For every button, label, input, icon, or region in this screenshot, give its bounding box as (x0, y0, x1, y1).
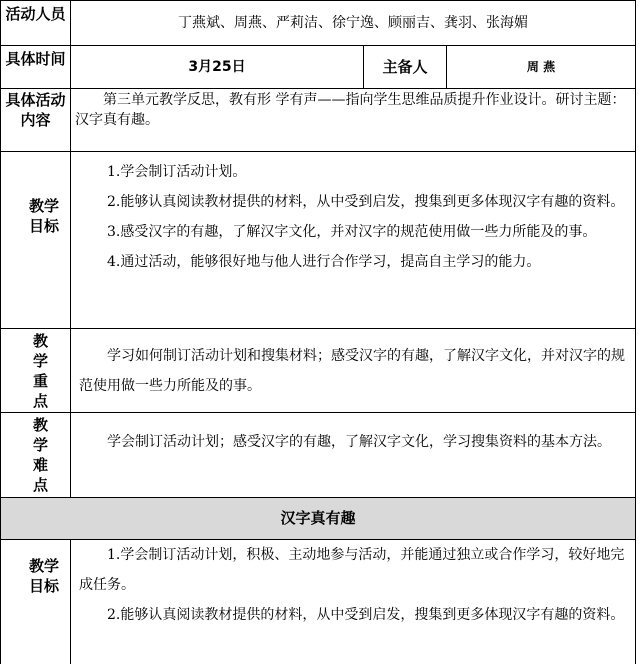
section-title-row (0, 497, 636, 539)
focus-paragraph: 学习如何制订活动计划和搜集材料；感受汉字的有趣，了解汉字文化，并对汉字的规范使用做一些力所能及的事。 (79, 348, 625, 394)
focus-label: 教学重点 (1, 329, 71, 412)
focus-text (71, 329, 635, 412)
time-label: 具体时间 (1, 46, 71, 88)
participants-value: 丁燕斌、周燕、严莉洁、徐宁逸、顾丽吉、龚羽、张海媚 (178, 15, 528, 31)
goal-item: 1.学会制订活动计划。 (107, 164, 247, 180)
section-title: 汉字真有趣 (280, 509, 356, 527)
participants-label: 活动人员 (1, 1, 71, 45)
row-content (0, 88, 636, 151)
row-time (0, 45, 636, 88)
goals2-label: 教学目标 (1, 540, 71, 664)
preparer-value: 周 燕 (526, 60, 556, 74)
row-goals-2 (0, 539, 636, 664)
goals-list (71, 152, 635, 328)
content-label: 具体活动内容 (1, 89, 71, 151)
content-paragraph: 第三单元教学反思，教有形 学有声——指向学生思维品质提升作业设计。研讨主题：汉字真有趣。 (75, 92, 626, 128)
goal-item: 2.能够认真阅读教材提供的材料，从中受到启发，搜集到更多体现汉字有趣的资料。 (107, 194, 625, 210)
goal-item: 1.学会制订活动计划，积极、主动地参与活动，并能通过独立或合作学习，较好地完成任务。 (79, 547, 625, 593)
difficulty-paragraph: 学会制订活动计划；感受汉字的有趣，了解汉字文化，学习搜集资料的基本方法。 (107, 434, 611, 450)
difficulty-label: 教学难点 (1, 413, 71, 497)
row-focus (0, 328, 636, 412)
goal-item: 4.通过活动，能够很好地与他人进行合作学习，提高自主学习的能力。 (107, 254, 541, 270)
row-goals (0, 151, 636, 328)
goal-item: 2.能够认真阅读教材提供的材料，从中受到启发，搜集到更多体现汉字有趣的资料。 (107, 607, 625, 623)
difficulty-text (71, 413, 635, 497)
row-participants (0, 0, 636, 45)
preparer-label: 主备人 (364, 46, 447, 88)
date-value: 3月25日 (71, 46, 364, 88)
goal-item: 3.感受汉字的有趣，了解汉字文化，并对汉字的规范使用做一些力所能及的事。 (107, 224, 597, 240)
content-text (71, 89, 635, 151)
goals2-list (71, 540, 635, 664)
row-difficulty (0, 412, 636, 497)
goals-label: 教学目标 (1, 152, 71, 328)
